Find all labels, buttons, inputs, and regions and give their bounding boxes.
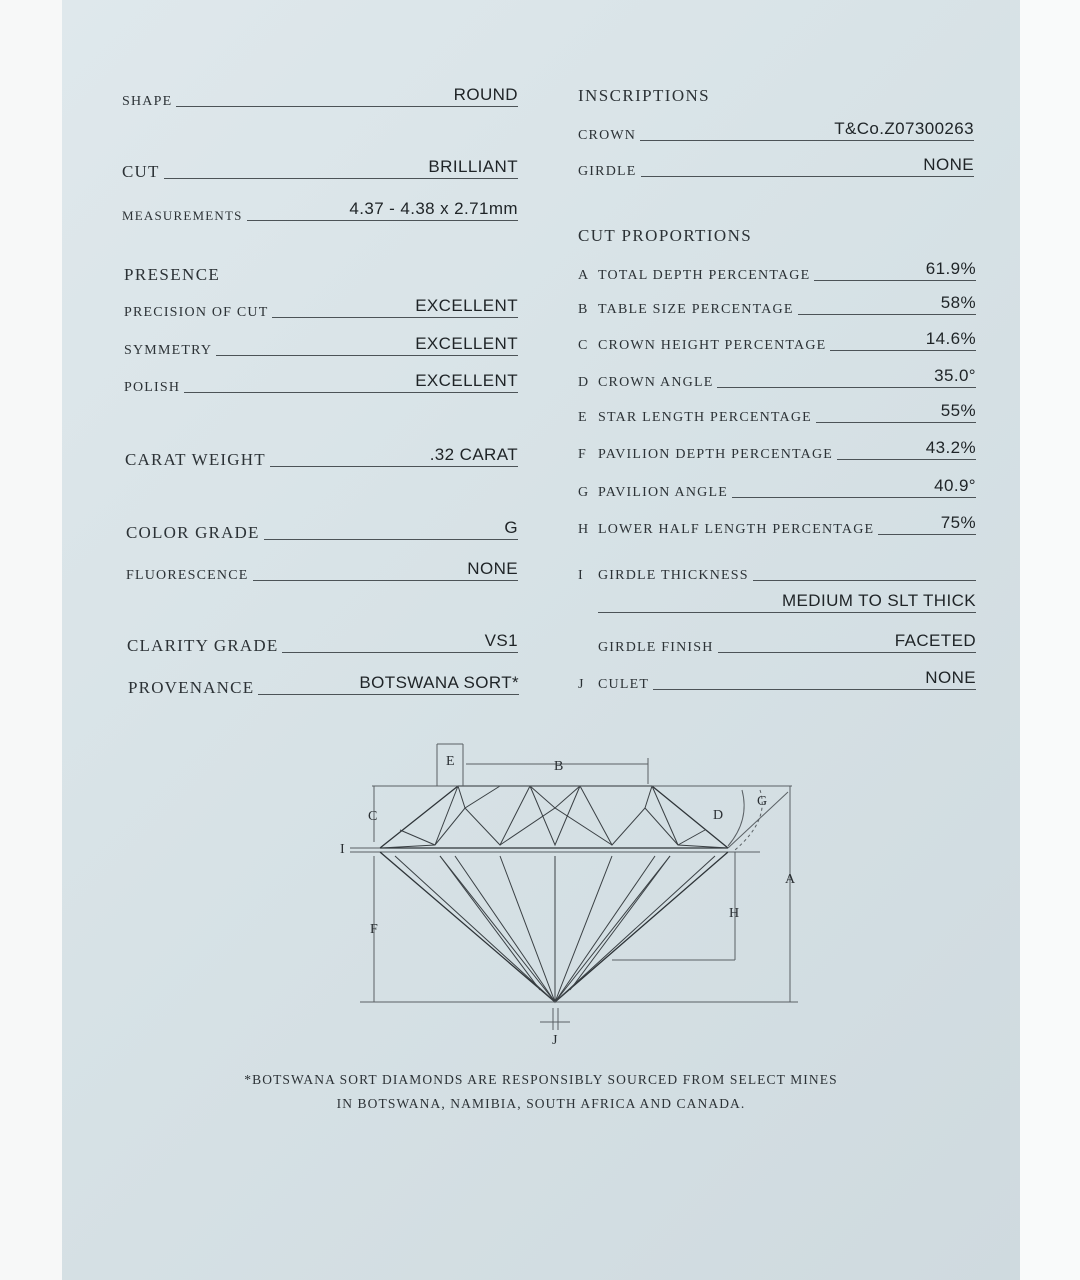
polish-value: EXCELLENT — [415, 371, 518, 390]
proportion-value: 43.2% — [925, 438, 976, 457]
carat-label: CARAT WEIGHT — [125, 450, 266, 469]
clarity-label: CLARITY GRADE — [127, 636, 279, 655]
diagram-label-i: I — [340, 842, 345, 857]
diagram-label-g: G — [757, 794, 768, 809]
precision-label: PRECISION OF CUT — [124, 305, 269, 320]
inscriptions-heading: INSCRIPTIONS — [578, 86, 711, 105]
crown-label: CROWN — [578, 128, 637, 143]
diagram-label-c: C — [368, 809, 378, 824]
diagram-label-d: D — [713, 808, 724, 823]
girdle-thickness-letter: I — [578, 568, 583, 583]
carat-value: .32 CARAT — [429, 445, 518, 464]
proportion-value: 75% — [940, 513, 976, 532]
proportion-label: LOWER HALF LENGTH PERCENTAGE — [598, 522, 875, 537]
proportion-label: TABLE SIZE PERCENTAGE — [598, 302, 794, 317]
girdle-thickness-label: GIRDLE THICKNESS — [598, 568, 749, 583]
proportion-label: CROWN HEIGHT PERCENTAGE — [598, 338, 827, 353]
precision-value: EXCELLENT — [415, 296, 518, 315]
symmetry-value: EXCELLENT — [415, 334, 518, 353]
symmetry-label: SYMMETRY — [124, 343, 213, 358]
proportion-label: PAVILION DEPTH PERCENTAGE — [598, 447, 834, 462]
footnote-line-1: *BOTSWANA SORT DIAMONDS ARE RESPONSIBLY SOURCED FROM SELECT MINES — [244, 1072, 838, 1087]
proportion-value: 14.6% — [925, 329, 976, 348]
proportion-letter: A — [578, 268, 589, 283]
proportion-letter: E — [578, 410, 587, 425]
proportion-value: 61.9% — [925, 259, 976, 278]
proportion-value: 35.0° — [934, 366, 976, 385]
proportion-letter: G — [578, 485, 589, 500]
cut-value: BRILLIANT — [428, 157, 518, 176]
shape-label: SHAPE — [122, 94, 173, 109]
proportion-value: 55% — [940, 401, 976, 420]
proportion-letter: B — [578, 302, 588, 317]
proportion-label: STAR LENGTH PERCENTAGE — [598, 410, 812, 425]
measurements-label: MEASUREMENTS — [122, 208, 243, 223]
diagram-label-e: E — [446, 754, 455, 769]
cut-label: CUT — [122, 162, 160, 181]
dimension-labels — [340, 754, 796, 1048]
diagram-label-f: F — [370, 922, 378, 937]
proportion-letter: F — [578, 447, 586, 462]
proportion-value: 40.9° — [934, 476, 976, 495]
provenance-value: BOTSWANA SORT* — [359, 673, 519, 692]
fluorescence-label: FLUORESCENCE — [126, 568, 249, 583]
culet-letter: J — [578, 677, 584, 692]
diagram-label-a: A — [785, 872, 796, 887]
presence-heading: PRESENCE — [124, 265, 221, 284]
color-label: COLOR GRADE — [126, 523, 260, 542]
proportion-letter: D — [578, 375, 589, 390]
diagram-label-b: B — [554, 759, 564, 774]
proportion-value: 58% — [940, 293, 976, 312]
footnote-line-2: IN BOTSWANA, NAMIBIA, SOUTH AFRICA AND CANADA. — [336, 1096, 746, 1111]
culet-value: NONE — [925, 668, 976, 687]
girdle-label: GIRDLE — [578, 164, 637, 179]
polish-label: POLISH — [124, 380, 181, 395]
girdle-finish-label: GIRDLE FINISH — [598, 640, 714, 655]
girdle-thickness-value: MEDIUM TO SLT THICK — [781, 591, 976, 610]
clarity-value: VS1 — [484, 631, 518, 650]
shape-value: ROUND — [453, 85, 518, 104]
diagram-label-h: H — [729, 906, 740, 921]
proportion-letter: H — [578, 522, 589, 537]
proportion-label: CROWN ANGLE — [598, 375, 714, 390]
dimension-lines — [350, 744, 798, 1030]
provenance-label: PROVENANCE — [128, 678, 255, 697]
crown-value: T&Co.Z07300263 — [834, 119, 974, 138]
measurements-value: 4.37 - 4.38 x 2.71mm — [349, 199, 518, 218]
culet-label: CULET — [598, 677, 650, 692]
girdle-finish-value: FACETED — [894, 631, 976, 650]
cut-proportions-heading: CUT PROPORTIONS — [578, 226, 753, 245]
diamond-facets — [380, 786, 728, 1002]
diagram-label-j: J — [552, 1033, 558, 1048]
girdle-value: NONE — [923, 155, 974, 174]
diamond-outline — [380, 786, 728, 1002]
color-value: G — [504, 518, 518, 537]
fluorescence-value: NONE — [467, 559, 518, 578]
proportion-label: TOTAL DEPTH PERCENTAGE — [598, 268, 811, 283]
proportion-label: PAVILION ANGLE — [598, 485, 728, 500]
proportion-letter: C — [578, 338, 588, 353]
